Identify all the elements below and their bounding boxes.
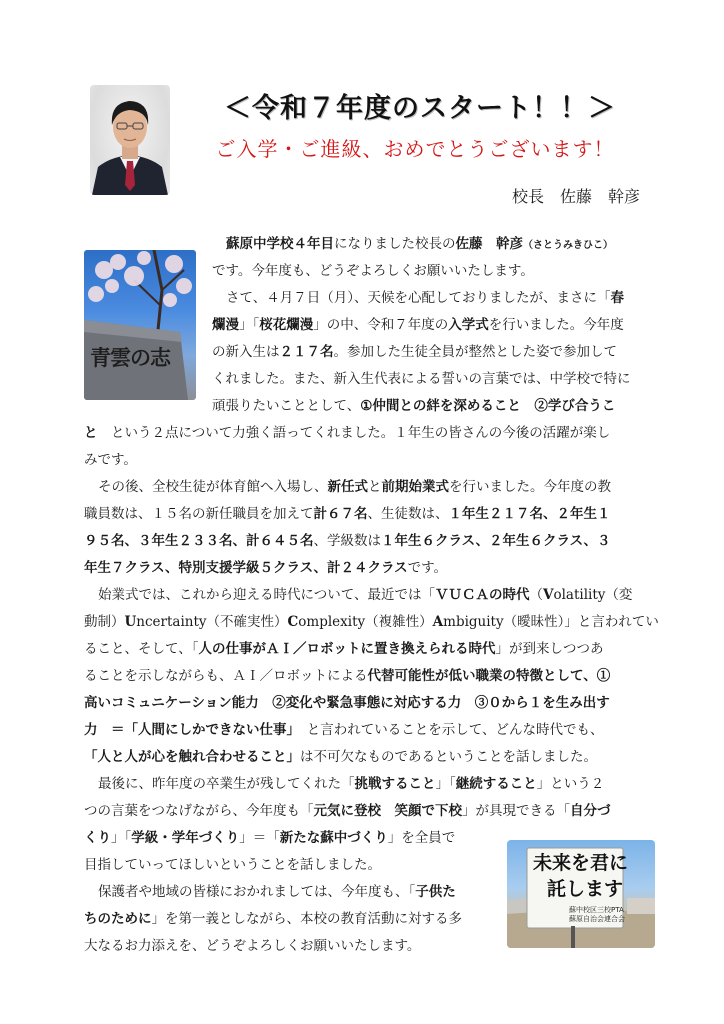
body-line: 蘇原中学校４年目になりました校長の佐藤 幹彦（さとうみきひこ） [226,236,613,252]
body-line: 爛漫」「桜花爛漫」の中、令和７年度の入学式を行いました。今年度 [212,317,624,333]
cherry-blossom-photo [84,250,196,400]
body-line: 高いコミュニケーション能力 ②変化や緊急事態に対応する力 ③０から１を生み出す [84,695,610,711]
body-line: 「人と人が心を触れ合わせること」は不可欠なものであるということを話しました。 [84,749,597,765]
body-line: その後、全校生徒が体育館へ入場し、新任式と前期始業式を行いました。今年度の教 [98,479,611,495]
body-line: くれました。また、新入生代表による誓いの言葉では、中学校で特に [212,371,631,387]
sign-small-text-1: 蘇中校区三校PTA [569,906,624,914]
body-line: ９５名、３年生２３３名、計６４５名、学級数は１年生６クラス、２年生６クラス、３ [84,533,611,549]
body-line: ることを示しながらも、ＡＩ／ロボットによる代替可能性が低い職業の特徴として、① [84,668,611,684]
body-line: みです。 [84,452,137,468]
body-line: の新入生は２１７名。参加した生徒全員が整然とした姿で参加して [212,344,617,360]
sign-small-text-2: 蘇原自治会連合会 [569,915,625,923]
body-line: つの言葉をつなげながら、今年度も「元気に登校 笑顔で下校」が具現できる「自分づ [84,803,611,819]
portrait-photo [90,85,170,195]
cherry-blossom-illustration [84,250,196,400]
body-line: 動制）Uncertainty（不確実性）Complexity（複雑性）Ambiguity（曖昧性）」と言われてい [84,614,659,630]
body-line: さて、４月７日（月）、天候を心配しておりましたが、まさに「春 [226,290,624,306]
sign-text-line1: 未来を君に [533,852,629,874]
sign-text-line2: 託します [547,878,624,900]
body-line: 職員数は、１５名の新任職員を加えて計６７名、生徒数は、１年生２１７名、２年生１ [84,506,611,522]
body-line: 保護者や地域の皆様におかれましては、今年度も、「子供た [98,884,456,900]
signboard-photo [507,840,655,948]
portrait-illustration [90,85,170,195]
body-line: くり」「学級・学年づくり」＝「新たな蘇中づくり」を全員で [84,830,456,846]
body-line: 大なるお力添えを、どうぞよろしくお願いいたします。 [84,938,421,954]
body-line: 始業式では、これから迎える時代について、最近では「ＶＵＣＡの時代（Volatility（変 [98,587,633,603]
body-line: 年生７クラス、特別支援学級５クラス、計２４クラスです。 [84,560,448,576]
author-name: 校長 佐藤 幹彦 [511,187,640,206]
monument-inscription: 青雲の志 [90,345,170,370]
page-subtitle: ご入学・ご進級、おめでとうございます！ [215,137,615,161]
body-line: 力 ＝「人間にしかできない仕事」 と言われていることを示して、どんな時代でも、 [84,722,604,738]
body-line: 最後に、昨年度の卒業生が残してくれた「挑戦すること」「継続すること」という２ [98,776,605,792]
body-line: ちのために」を第一義としながら、本校の教育活動に対する多 [84,911,462,927]
body-line: 頑張りたいこととして、①仲間との絆を深めること ②学び合うこ [212,398,616,414]
body-line: ること、そして、「人の仕事がＡＩ／ロボットに置き換えられる時代」が到来しつつあ [84,641,604,657]
body-line: です。今年度も、どうぞよろしくお願いいたします。 [212,263,534,279]
body-line: 目指していってほしいということを話しました。 [84,857,381,873]
body-line: と という２点について力強く語ってくれました。１年生の皆さんの今後の活躍が楽し [84,425,611,441]
page-title: ＜令和７年度のスタート！！＞ [224,93,616,124]
